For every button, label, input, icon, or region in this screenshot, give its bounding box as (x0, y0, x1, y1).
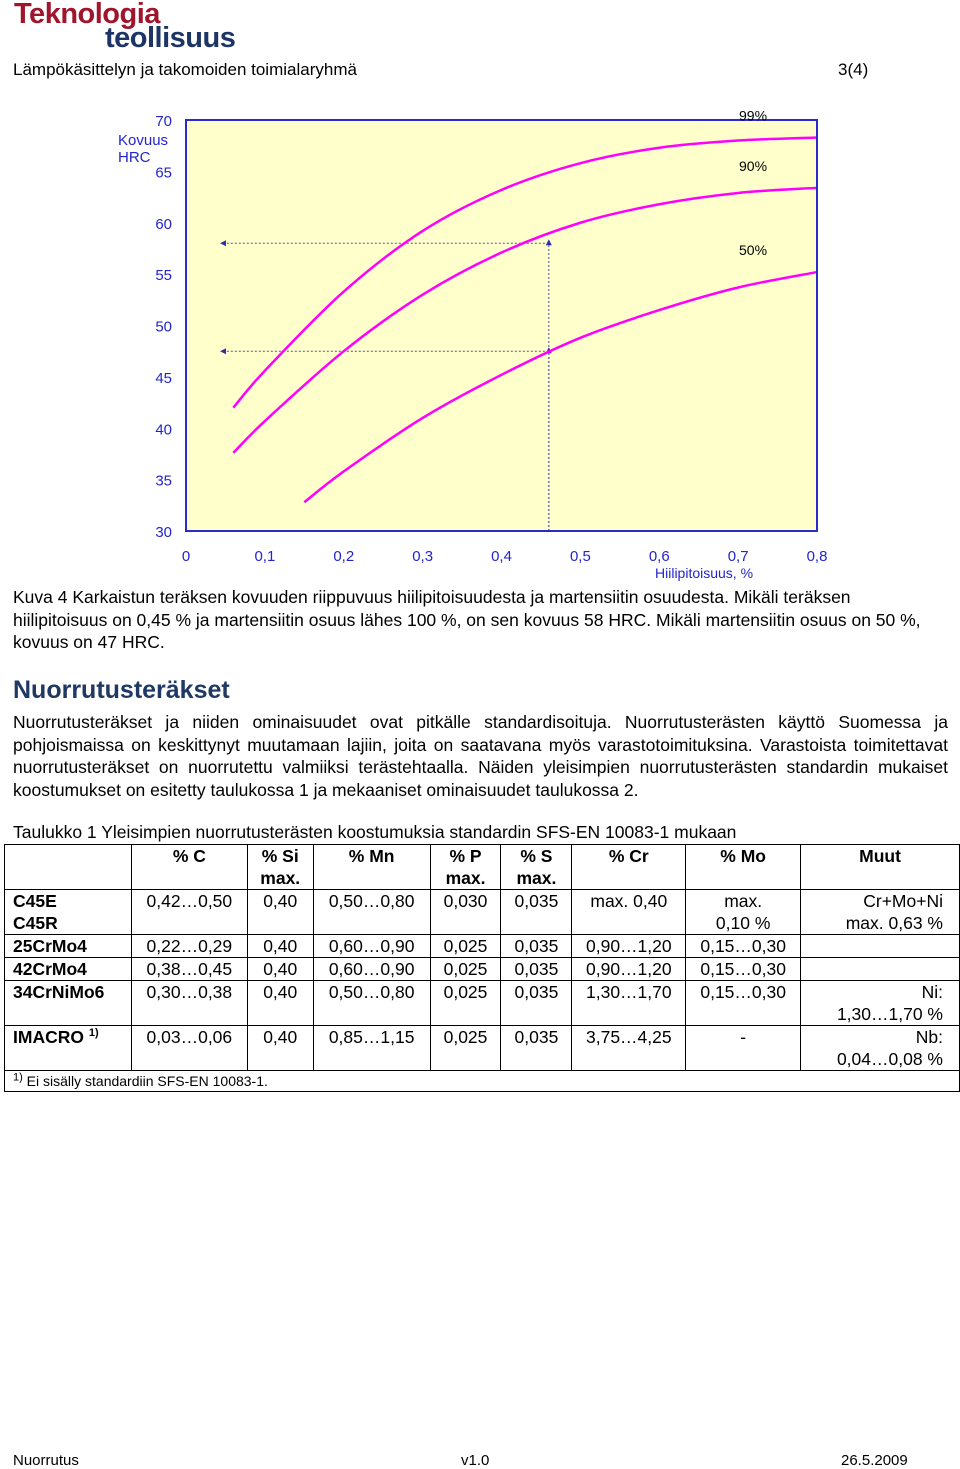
y-tick-label: 40 (155, 421, 172, 439)
body-paragraph: Nuorrutusteräkset ja niiden ominaisuudet ovat pitkälle standardisoituja. Nuorrutusterästen käyttö Suomessa ja pohjoismaissa on keskittynyt muutamaan lajiin, joita on saatavana myös varastotoimituksina. Varastoista toimitettavat nuorrutusteräkset on nuorrutettu valmiiksi terästehtaalla. Näiden yleisimpien nuorrutusterästen standardin mukaiset koostumukset on esitetty taulukossa 1 ja mekaaniset ominaisuudet taulukossa 2. (13, 712, 948, 800)
x-tick-label: 0,1 (254, 548, 276, 565)
cell-name: C45E C45R (5, 890, 132, 935)
logo-line-2: teollisuus (105, 22, 236, 54)
x-tick-label: 0,4 (491, 548, 512, 565)
cell-c: 0,38…0,45 (131, 958, 247, 981)
footer-version: v1.0 (461, 1452, 490, 1469)
y-tick-label: 30 (155, 524, 172, 541)
cell-name: 34CrNiMo6 (5, 981, 132, 1026)
cell-other: Ni: 1,30…1,70 % (801, 981, 960, 1026)
header-p: % P max. (430, 845, 501, 890)
cell-p: 0,025 (430, 935, 501, 958)
cell-mn: 0,85…1,15 (313, 1026, 430, 1071)
composition-table (4, 844, 960, 1092)
cell-si: 0,40 (247, 958, 313, 981)
header-c: % C (131, 845, 247, 890)
table-header-row (5, 845, 960, 890)
cell-cr: 0,90…1,20 (572, 935, 686, 958)
cell-si: 0,40 (247, 1026, 313, 1071)
cell-cr: 0,90…1,20 (572, 958, 686, 981)
x-tick-label: 0,5 (569, 548, 591, 565)
table-row (5, 1026, 960, 1071)
x-tick-label: 0,2 (333, 548, 355, 565)
x-axis-label: Hiilipitoisuus, % (655, 565, 754, 581)
y-tick-labels (155, 113, 172, 541)
x-tick-labels (182, 548, 828, 565)
cell-p: 0,025 (430, 958, 501, 981)
cell-cr: max. 0,40 (572, 890, 686, 935)
y-tick-label: 35 (155, 472, 172, 490)
table-row (5, 981, 960, 1026)
y-axis-label-line-1: Kovuus (118, 132, 169, 149)
section-title: Nuorrutusteräkset (13, 676, 230, 704)
cell-p: 0,030 (430, 890, 501, 935)
cell-other: Nb: 0,04…0,08 % (801, 1026, 960, 1071)
series-label: 99% (739, 107, 768, 124)
plot-area (186, 120, 817, 531)
series-label: 50% (739, 242, 768, 259)
cell-c: 0,30…0,38 (131, 981, 247, 1026)
cell-cr: 1,30…1,70 (572, 981, 686, 1026)
cell-si: 0,40 (247, 981, 313, 1026)
cell-s: 0,035 (501, 935, 572, 958)
series-label: 90% (739, 157, 768, 174)
header-group: Lämpökäsittelyn ja takomoiden toimialaryhmä (13, 60, 357, 79)
cell-mn: 0,50…0,80 (313, 890, 430, 935)
footnote-row (5, 1071, 960, 1092)
cell-name: IMACRO $^{1)}$ (5, 1026, 132, 1071)
header-empty (5, 845, 132, 890)
cell-c: 0,22…0,29 (131, 935, 247, 958)
y-tick-label: 45 (155, 369, 172, 387)
hardness-chart (100, 105, 860, 585)
cell-name: 42CrMo4 (5, 958, 132, 981)
cell-p: 0,025 (430, 981, 501, 1026)
cell-mn: 0,60…0,90 (313, 935, 430, 958)
header-si: % Si max. (247, 845, 313, 890)
cell-s: 0,035 (501, 1026, 572, 1071)
x-tick-label: 0,7 (727, 548, 749, 565)
cell-mo: - (686, 1026, 801, 1071)
footer-left: Nuorrutus (13, 1452, 79, 1469)
cell-mo: 0,15…0,30 (686, 935, 801, 958)
table-row (5, 935, 960, 958)
cell-s: 0,035 (501, 890, 572, 935)
x-tick-label: 0,6 (648, 548, 670, 565)
figure-caption: Kuva 4 Karkaistun teräksen kovuuden riippuvuus hiilipitoisuudesta ja martensiitin osuudesta. Mikäli teräksen hiilipitoisuus on 0,45 % ja martensiitin osuus lähes 100 %, on sen kovuus 58 HRC. Mikäli martensiitin osuus on 50 %, kovuus on 47 HRC. (13, 587, 921, 652)
header-cr: % Cr (572, 845, 686, 890)
header-mo: % Mo (686, 845, 801, 890)
footer-date: 26.5.2009 (841, 1452, 908, 1469)
x-tick-label: 0,8 (806, 548, 828, 565)
cell-mo: 0,15…0,30 (686, 958, 801, 981)
y-axis-label-line-2: HRC (118, 149, 151, 166)
x-tick-label: 0,3 (412, 548, 434, 565)
y-tick-label: 55 (155, 267, 172, 285)
x-tick-label: 0 (181, 548, 191, 565)
table-footnote: $^{1)}$ Ei sisälly standardiin SFS-EN 10083-1. (5, 1071, 960, 1092)
header-s: % S max. (501, 845, 572, 890)
y-tick-label: 60 (155, 215, 172, 233)
y-tick-label: 65 (155, 164, 172, 182)
cell-s: 0,035 (501, 981, 572, 1026)
cell-c: 0,03…0,06 (131, 1026, 247, 1071)
cell-si: 0,40 (247, 935, 313, 958)
header-other: Muut (801, 845, 960, 890)
cell-p: 0,025 (430, 1026, 501, 1071)
cell-s: 0,035 (501, 958, 572, 981)
cell-other (801, 958, 960, 981)
header-page-number: 3(4) (838, 60, 869, 79)
cell-c: 0,42…0,50 (131, 890, 247, 935)
cell-other: Cr+Mo+Ni max. 0,63 % (801, 890, 960, 935)
header-mn: % Mn (313, 845, 430, 890)
table-caption: Taulukko 1 Yleisimpien nuorrutusterästen koostumuksia standardin SFS-EN 10083-1 mukaan (13, 822, 737, 842)
table-row (5, 958, 960, 981)
y-tick-label: 50 (155, 318, 172, 336)
cell-mo: max. 0,10 % (686, 890, 801, 935)
logo-line-1: Teknologia (14, 0, 160, 30)
y-tick-label: 70 (155, 113, 172, 130)
cell-mn: 0,60…0,90 (313, 958, 430, 981)
table-row (5, 890, 960, 935)
cell-cr: 3,75…4,25 (572, 1026, 686, 1071)
cell-mn: 0,50…0,80 (313, 981, 430, 1026)
cell-other (801, 935, 960, 958)
cell-name: 25CrMo4 (5, 935, 132, 958)
cell-si: 0,40 (247, 890, 313, 935)
cell-mo: 0,15…0,30 (686, 981, 801, 1026)
